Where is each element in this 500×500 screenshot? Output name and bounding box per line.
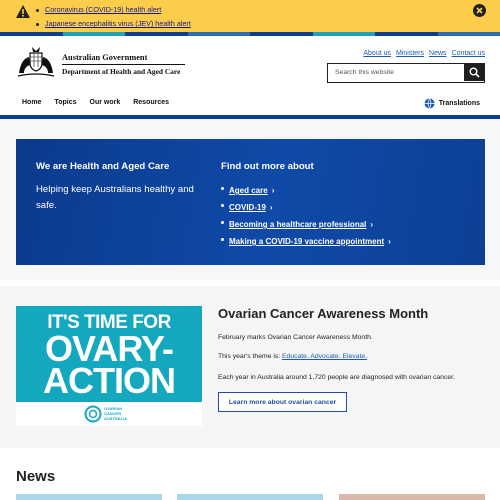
- news-card[interactable]: [339, 494, 485, 500]
- search-input[interactable]: [328, 64, 464, 81]
- stripe: [125, 32, 188, 36]
- nav-home[interactable]: Home: [22, 99, 42, 106]
- oca-logo-text: [104, 406, 127, 421]
- image-text-line: ACTION: [43, 360, 175, 401]
- logo-divider: [62, 64, 185, 65]
- list-item: [221, 216, 391, 233]
- news-card[interactable]: [177, 494, 323, 500]
- search-form: [327, 63, 485, 83]
- hero-find-heading: Find out more about: [221, 161, 314, 172]
- translations-label: Translations: [438, 100, 480, 107]
- decorative-stripes: [0, 32, 500, 36]
- logo-word: CANCER: [104, 411, 122, 416]
- site-logo[interactable]: [16, 45, 186, 79]
- alert-list: [36, 3, 191, 31]
- about-us-link[interactable]: About us: [363, 50, 391, 57]
- hero-links: [221, 182, 391, 250]
- stripe: [63, 32, 126, 36]
- aged-care-link[interactable]: Aged care: [229, 186, 268, 195]
- ovarian-cancer-australia-logo: [84, 404, 144, 424]
- logo-word: OVARIAN: [104, 406, 123, 411]
- hero-banner: [16, 139, 485, 265]
- coat-of-arms-icon: [16, 45, 56, 79]
- translations-button[interactable]: [424, 98, 480, 109]
- hero-subtitle: Helping keep Australians healthy and safe.: [36, 184, 194, 211]
- ministers-link[interactable]: Ministers: [396, 50, 425, 57]
- warning-icon: [16, 5, 30, 18]
- globe-icon: [424, 98, 435, 109]
- news-card[interactable]: [16, 494, 162, 500]
- utility-nav: [363, 50, 485, 57]
- nav-our-work[interactable]: Our work: [89, 99, 121, 106]
- news-heading: News: [16, 468, 56, 485]
- close-icon[interactable]: [473, 4, 486, 17]
- stripe: [313, 32, 376, 36]
- search-icon: [469, 67, 480, 78]
- image-text-line: IT'S TIME FOR: [47, 312, 171, 333]
- stripe: [375, 32, 438, 36]
- list-item: [221, 182, 391, 199]
- news-link[interactable]: News: [429, 50, 447, 57]
- covid-19-link[interactable]: COVID-19: [229, 203, 266, 212]
- alert-bar: [0, 0, 500, 32]
- chevron-right-icon: ›: [271, 186, 275, 195]
- hero-title: We are Health and Aged Care: [36, 161, 170, 172]
- list-item: [221, 199, 391, 216]
- image-text-line: OVARY-: [44, 328, 173, 369]
- stripe: [250, 32, 313, 36]
- feature-title: Ovarian Cancer Awareness Month: [218, 306, 429, 321]
- stripe: [0, 32, 63, 36]
- stripe: [188, 32, 251, 36]
- alert-item: [36, 3, 191, 17]
- ovary-action-image: [16, 306, 202, 426]
- chevron-right-icon: ›: [269, 203, 273, 212]
- theme-link[interactable]: Educate. Advocate. Elevate.: [282, 353, 368, 360]
- vaccine-appointment-link[interactable]: Making a COVID-19 vaccine appointment: [229, 237, 385, 246]
- covid-alert-link[interactable]: Coronavirus (COVID-19) health alert: [45, 5, 162, 14]
- feature-paragraph: [218, 353, 367, 360]
- nav-resources[interactable]: Resources: [133, 99, 170, 106]
- search-button[interactable]: [464, 64, 484, 81]
- alert-item: [36, 17, 191, 31]
- logo-word: AUSTRALIA: [104, 416, 128, 421]
- list-item: [221, 233, 391, 250]
- gov-name: Australian Government: [62, 53, 148, 62]
- nav-topics[interactable]: Topics: [54, 99, 77, 106]
- learn-more-button[interactable]: Learn more about ovarian cancer: [218, 392, 347, 412]
- jev-alert-link[interactable]: Japanese encephalitis virus (JEV) health alert: [45, 19, 191, 28]
- feature-paragraph: February marks Ovarian Cancer Awareness Month.: [218, 334, 373, 341]
- dept-name: Department of Health and Aged Care: [62, 67, 181, 76]
- healthcare-professional-link[interactable]: Becoming a healthcare professional: [229, 220, 367, 229]
- main-nav: [22, 99, 169, 106]
- theme-prefix: This year's theme is:: [218, 353, 282, 360]
- oca-logo-icon: [84, 405, 102, 423]
- stripe: [438, 32, 500, 36]
- image-logo-band: [16, 402, 202, 426]
- chevron-right-icon: ›: [388, 237, 391, 246]
- feature-paragraph: Each year in Australia around 1,720 people are diagnosed with ovarian cancer.: [218, 374, 455, 381]
- chevron-right-icon: ›: [370, 220, 374, 229]
- contact-us-link[interactable]: Contact us: [451, 50, 485, 57]
